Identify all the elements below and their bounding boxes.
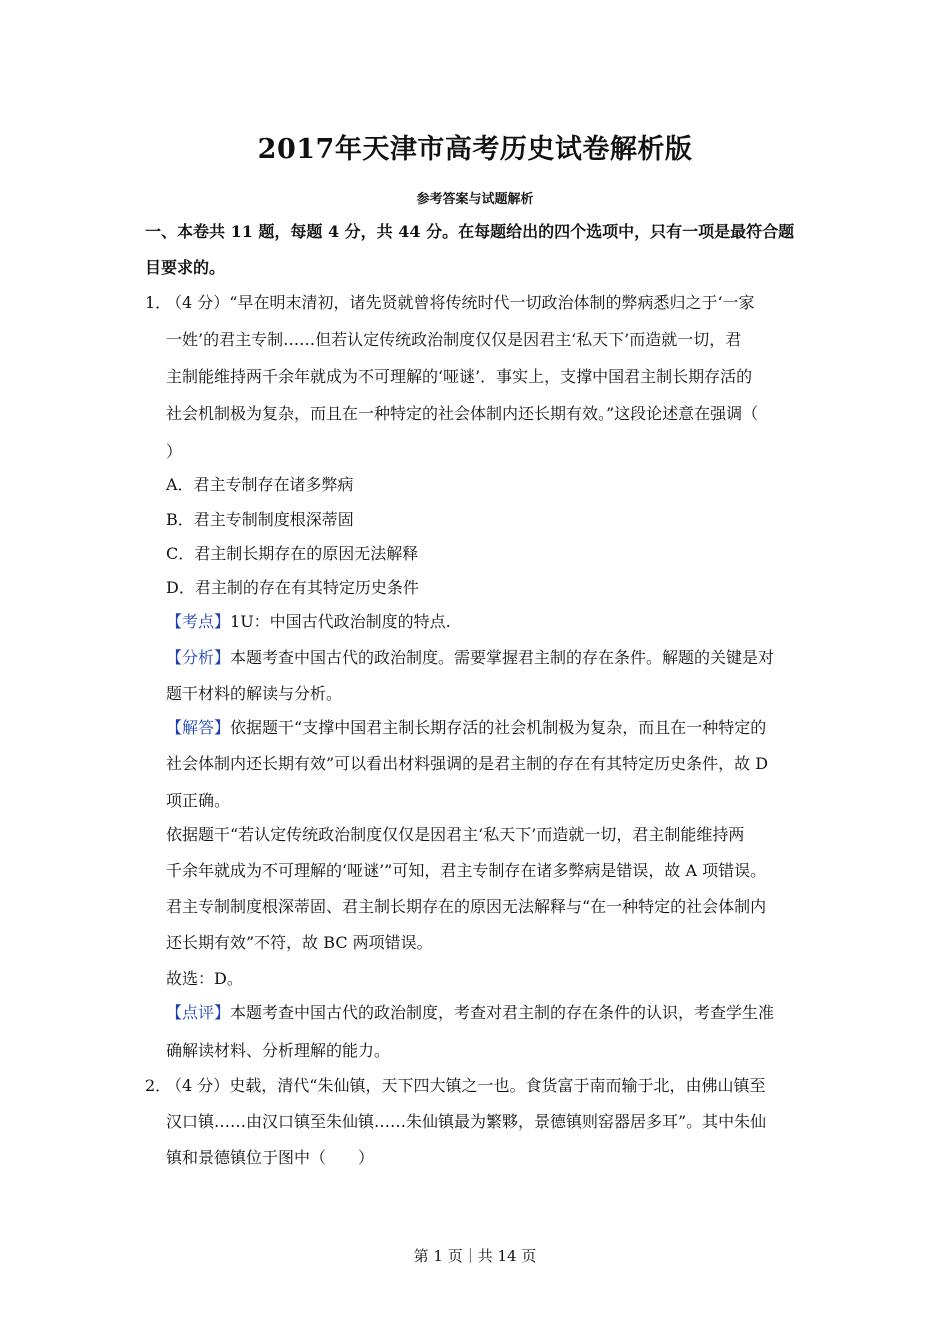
- question-2-stem-line: 镇和景德镇位于图中（ ）: [166, 1148, 375, 1167]
- kaodian-tag: 【考点】: [166, 612, 231, 631]
- jieda-text: 依据题干“支撑中国君主制长期存活的社会机制极为复杂，而且在一种特定的: [230, 718, 767, 737]
- kaodian-text: 1U：中国古代政治制度的特点.: [230, 612, 451, 631]
- answer-line: 故选：D。: [166, 969, 243, 988]
- dianping-text: 本题考查中国古代的政治制度，考查对君主制的存在条件的认识，考查学生准: [230, 1003, 775, 1022]
- question-1-number: 1．: [145, 293, 172, 312]
- kaodian-line: [166, 604, 816, 640]
- page-indicator: 第 1 页｜共 14 页: [413, 1247, 537, 1265]
- question-2-stem-line: （4 分）史载，清代“朱仙镇，天下四大镇之一也。食货富于南而输于北，由佛山镇至: [166, 1076, 766, 1095]
- jieda-text-line: 君主专制制度根深蒂固、君主制长期存在的原因无法解释与“在一种特定的社会体制内: [166, 897, 767, 916]
- dianping-tag: 【点评】: [166, 1003, 231, 1022]
- jieda-text-line: 项正确。: [166, 791, 231, 810]
- page-subtitle: 参考答案与试题解析: [416, 192, 534, 207]
- jieda-text-line: 社会体制内还长期有效”可以看出材料强调的是君主制的存在有其特定历史条件，故 D: [166, 754, 769, 773]
- dianping-text-line-2: 确解读材料、分析理解的能力。: [166, 1041, 391, 1060]
- question-1-stem-line: ）: [166, 442, 183, 461]
- question-1-stem-line: （4 分）“早在明末清初，诸先贤就曾将传统时代一切政治体制的弊病悉归之于‘一家: [166, 293, 755, 312]
- section-heading-line-2: 目要求的。: [145, 258, 226, 277]
- section-heading-line-1: 一、本卷共 11 题，每题 4 分，共 44 分。在每题给出的四个选项中，只有一项是最符合题: [145, 222, 795, 241]
- question-1-option-b: B．君主专制制度根深蒂固: [166, 510, 354, 529]
- page-title: 2017年天津市高考历史试卷解析版: [257, 134, 693, 165]
- jieda-line: [166, 710, 816, 746]
- fenxi-line: [166, 640, 816, 676]
- jieda-tag: 【解答】: [166, 718, 231, 737]
- jieda-text-line: 还长期有效”不符，故 BC 两项错误。: [166, 933, 433, 952]
- dianping-line: [166, 995, 816, 1031]
- question-1-option-d: D．君主制的存在有其特定历史条件: [166, 578, 419, 597]
- question-1-option-c: C．君主制长期存在的原因无法解释: [166, 544, 419, 563]
- question-2-number: 2．: [145, 1076, 172, 1095]
- question-1-stem-line: 一姓’的君主专制……但若认定传统政治制度仅仅是因君主‘私天下’而造就一切，君: [166, 330, 742, 349]
- question-1-option-a: A．君主专制存在诸多弊病: [166, 475, 354, 494]
- question-1-stem-line: 主制能维持两千余年就成为不可理解的‘哑谜’．事实上，支撑中国君主制长期存活的: [166, 367, 753, 386]
- jieda-text-line: 千余年就成为不可理解的‘哑谜’”可知，君主专制存在诸多弊病是错误，故 A 项错误。: [166, 861, 767, 880]
- question-1-stem-line: 社会机制极为复杂，而且在一种特定的社会体制内还长期有效。”这段论述意在强调（: [166, 404, 759, 423]
- question-2-stem-line: 汉口镇……由汉口镇至朱仙镇……朱仙镇最为繁夥，景德镇则窑器居多耳”。其中朱仙: [166, 1112, 767, 1131]
- fenxi-text: 本题考查中国古代的政治制度。需要掌握君主制的存在条件。解题的关键是对: [230, 648, 775, 667]
- jieda-text-line: 依据题干“若认定传统政治制度仅仅是因君主‘私天下’而造就一切，君主制能维持两: [166, 825, 745, 844]
- fenxi-tag: 【分析】: [166, 648, 231, 667]
- fenxi-text-line-2: 题干材料的解读与分析。: [166, 684, 343, 703]
